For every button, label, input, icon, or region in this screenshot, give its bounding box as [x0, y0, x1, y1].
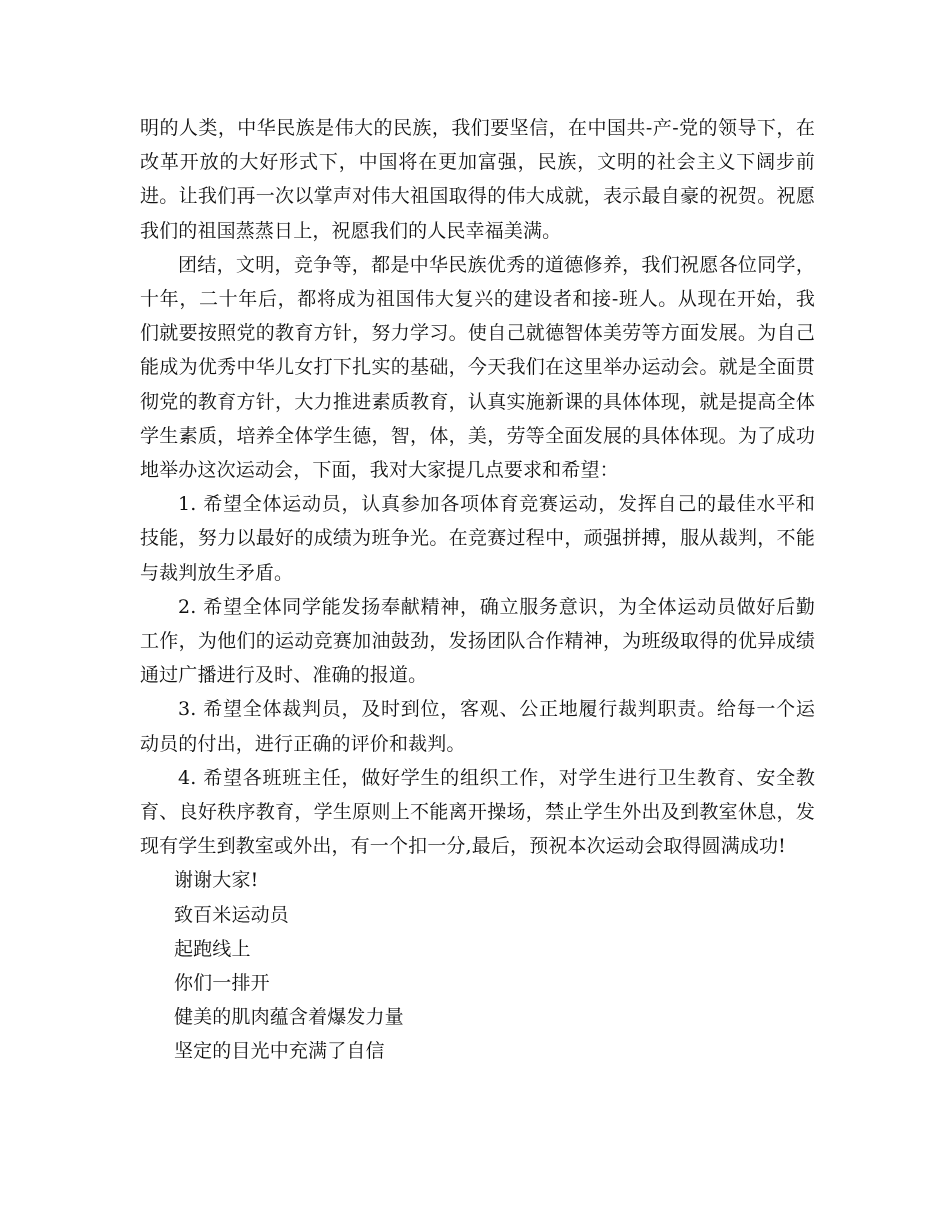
poem-line: 你们一排开: [174, 972, 270, 995]
paragraph-hope-3: 3. 希望全体裁判员，及时到位，客观、公正地履行裁判职责。给每一个运动员的付出，进行正确的评价和裁判。: [140, 698, 815, 755]
poem-line: 坚定的目光中充满了自信: [174, 1040, 385, 1063]
poem-line: 起跑线上: [174, 937, 251, 960]
paragraph-unity: 团结，文明，竞争等，都是中华民族优秀的道德修养，我们祝愿各位同学，十年，二十年后，都将成为祖国伟大复兴的建设者和接-班人。从现在开始，我们就要按照党的教育方针，努力学习。使自己就德智体美劳等方面发展。为自己能成为优秀中华儿女打下扎实的基础，今天我们在这里举办运动会。就是全面贯彻党的教育方针，大力推进素质教育，认真实施新课的具体体现，就是提高全体学生素质，培养全体学生德，智，体，美，劳等全面发展的具体体现。为了成功地举办这次运动会，下面，我对大家提几点要求和希望：: [140, 253, 815, 482]
paragraph-hope-2: 2. 希望全体同学能发扬奉献精神，确立服务意识，为全体运动员做好后勤工作，为他们的运动竞赛加油鼓劲，发扬团队合作精神，为班级取得的优异成绩通过广播进行及时、准确的报道。: [140, 595, 815, 687]
poem-title: 致百米运动员: [174, 903, 289, 926]
paragraph-intro: 明的人类，中华民族是伟大的民族，我们要坚信，在中国共-产-党的领导下，在改革开放的大好形式下，中国将在更加富强，民族，文明的社会主义下阔步前进。让我们再一次以掌声对伟大祖国取得的伟大成就，表示最自豪的祝贺。祝愿我们的祖国蒸蒸日上，祝愿我们的人民幸福美满。: [140, 117, 815, 242]
paragraph-hope-4: 4. 希望各班班主任，做好学生的组织工作，对学生进行卫生教育、安全教育、良好秩序教育，学生原则上不能离开操场，禁止学生外出及到教室休息，发现有学生到教室或外出，有一个扣一分,最后，预祝本次运动会取得圆满成功!: [140, 766, 815, 858]
document-body: [140, 111, 815, 1069]
paragraph-hope-1: 1. 希望全体运动员，认真参加各项体育竞赛运动，发挥自己的最佳水平和技能，努力以最好的成绩为班争光。在竞赛过程中，顽强拼搏，服从裁判，不能与裁判放生矛盾。: [140, 493, 815, 584]
poem-line: 健美的肌肉蕴含着爆发力量: [174, 1006, 404, 1029]
line-thanks: 谢谢大家!: [174, 869, 259, 892]
